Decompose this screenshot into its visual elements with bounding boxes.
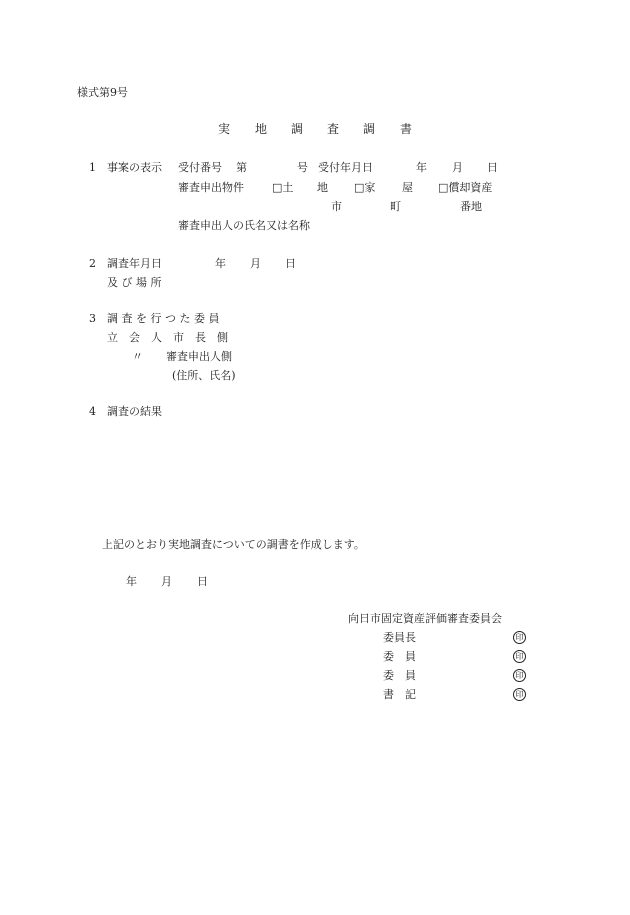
address-name-note: (住所、氏名): [172, 369, 236, 382]
seal-icon: 印: [513, 669, 526, 682]
year-label: 年: [416, 161, 427, 174]
year-label: 年: [126, 575, 137, 588]
city-label: 市: [331, 200, 342, 213]
month-label: 月: [452, 161, 463, 174]
role-chairperson: 委員長: [383, 631, 416, 644]
day-label: 日: [487, 161, 498, 174]
month-label: 月: [161, 575, 172, 588]
property-house-checkbox: □家: [354, 181, 376, 194]
seal-icon: 印: [513, 631, 526, 644]
section-heading: 事案の表示: [107, 161, 162, 174]
title-char: 地: [255, 122, 268, 136]
applicant-name-label: 審査申出人の氏名又は名称: [178, 219, 310, 232]
witness-mayor-side-label: 立 会 人 市 長 側: [107, 331, 228, 344]
year-label: 年: [215, 257, 226, 270]
lot-number-label: 番地: [460, 200, 482, 213]
seal-icon: 印: [513, 650, 526, 663]
survey-result-label: 調査の結果: [107, 405, 162, 418]
role-clerk: 書 記: [383, 688, 416, 701]
property-house-label: 屋: [402, 181, 413, 194]
seal-icon: 印: [513, 688, 526, 701]
go-label: 号: [297, 161, 308, 174]
committee-name: 向日市固定資産評価審査委員会: [348, 612, 502, 625]
place-label: 及 び 場 所: [107, 276, 162, 289]
title-char: 査: [327, 122, 340, 136]
applicant-side-label: 審査申出人側: [166, 350, 232, 363]
title-char: 実: [218, 122, 231, 136]
role-member: 委 員: [383, 650, 416, 663]
section-number: 4: [89, 405, 96, 418]
receipt-number-label: 受付番号: [178, 161, 222, 174]
property-land-label: 地: [317, 181, 328, 194]
title-char: 調: [363, 122, 376, 136]
dai-label: 第: [236, 161, 247, 174]
town-label: 町: [390, 200, 401, 213]
statement-text: 上記のとおり実地調査についての調書を作成します。: [102, 538, 365, 551]
property-land-checkbox: □土: [272, 181, 294, 194]
property-label: 審査申出物件: [178, 181, 244, 194]
survey-date-label: 調査年月日: [107, 257, 162, 270]
form-number: 様式第9号: [77, 86, 128, 99]
receipt-date-label: 受付年月日: [318, 161, 373, 174]
section-number: 3: [89, 312, 96, 325]
ditto-mark: 〃: [132, 350, 143, 363]
survey-members-label: 調 査 を 行 つ た 委 員: [107, 312, 220, 325]
day-label: 日: [285, 257, 296, 270]
property-depreciable-checkbox: □償却資産: [438, 181, 493, 194]
section-number: 2: [89, 257, 96, 270]
day-label: 日: [197, 575, 208, 588]
title-char: 調: [291, 122, 304, 136]
role-member: 委 員: [383, 669, 416, 682]
title-char: 書: [400, 122, 413, 136]
month-label: 月: [250, 257, 261, 270]
section-number: 1: [89, 161, 96, 174]
